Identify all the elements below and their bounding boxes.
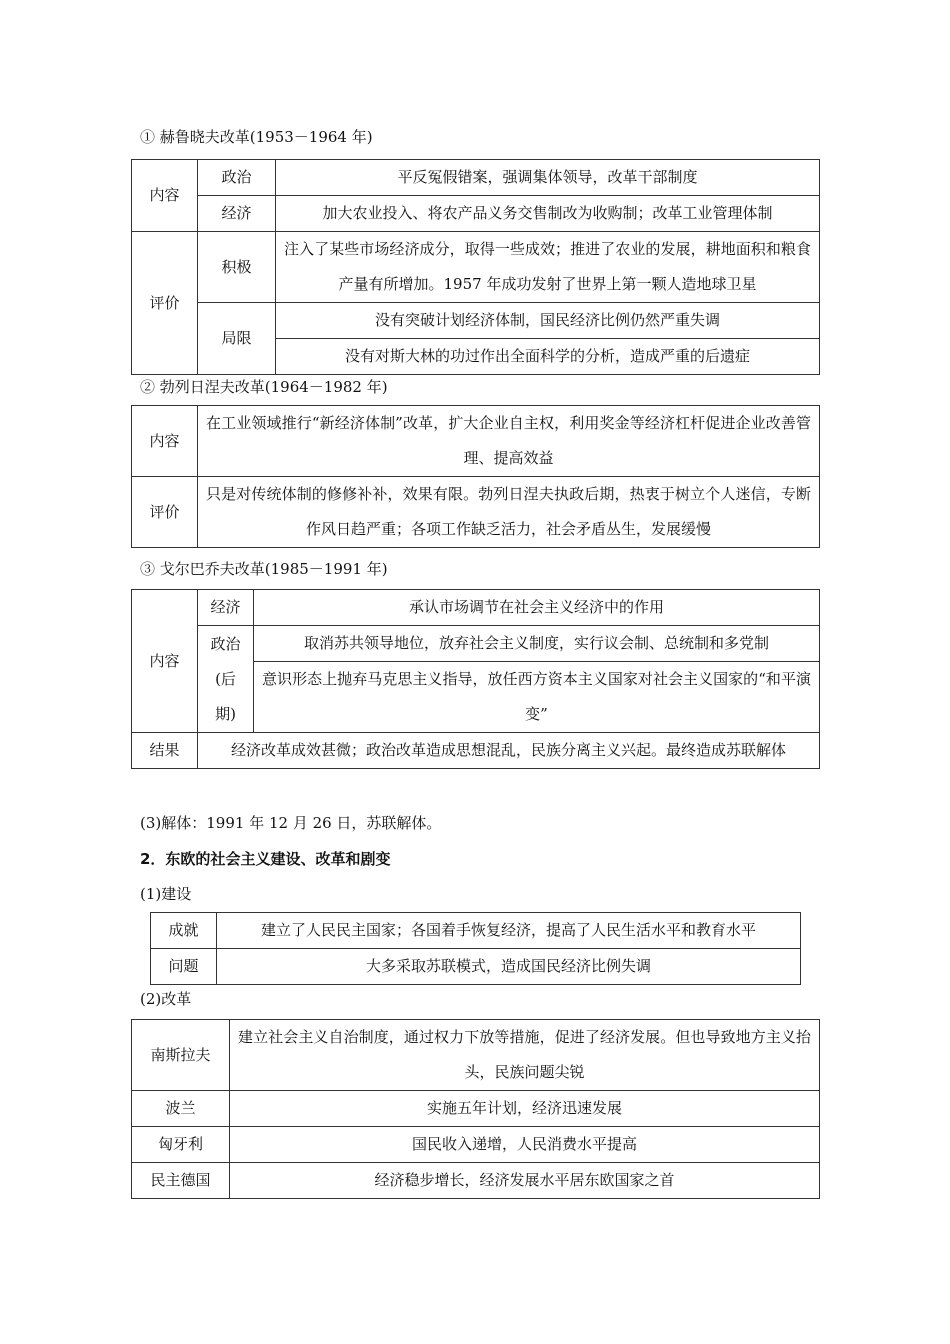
table-row [132,1091,820,1127]
problem-label: 问题 [151,949,217,985]
brezhnev-table [131,405,820,548]
reform-heading: (2)改革 [140,990,192,1008]
table-row [132,1020,820,1091]
reform-table [131,1019,820,1199]
khrushchev-heading: ① 赫鲁晓夫改革(1953－1964 年) [140,128,373,146]
economy-text: 加大农业投入、将农产品义务交售制改为收购制；改革工业管理体制 [276,196,820,232]
economy-label: 经济 [198,590,254,626]
country-label: 南斯拉夫 [132,1020,230,1091]
content-label: 内容 [132,406,198,477]
reform-text: 实施五年计划，经济迅速发展 [230,1091,820,1127]
eastern-europe-heading: 2．东欧的社会主义建设、改革和剧变 [140,850,391,868]
economy-text: 承认市场调节在社会主义经济中的作用 [254,590,820,626]
evaluation-label: 评价 [132,477,198,548]
khrushchev-table [131,159,820,375]
table-row [132,1127,820,1163]
content-label: 内容 [132,160,198,232]
positive-label: 积极 [198,232,276,303]
dissolution-text: (3)解体：1991 年 12 月 26 日，苏联解体。 [140,814,442,832]
construction-table [150,912,801,985]
limitation-label: 局限 [198,303,276,375]
country-label: 波兰 [132,1091,230,1127]
economy-label: 经济 [198,196,276,232]
politics-label: 政治(后期) [198,626,254,733]
politics-text-1: 取消苏共领导地位，放弃社会主义制度，实行议会制、总统制和多党制 [254,626,820,662]
politics-label: 政治 [198,160,276,196]
brezhnev-heading: ② 勃列日涅夫改革(1964－1982 年) [140,378,388,396]
content-text: 在工业领域推行“新经济体制”改革，扩大企业自主权，利用奖金等经济杠杆促进企业改善管理、提高效益 [198,406,820,477]
problem-text: 大多采取苏联模式，造成国民经济比例失调 [217,949,801,985]
limitation-text-2: 没有对斯大林的功过作出全面科学的分析，造成严重的后遗症 [276,339,820,375]
evaluation-text: 只是对传统体制的修修补补，效果有限。勃列日涅夫执政后期，热衷于树立个人迷信，专断作风日趋严重；各项工作缺乏活力，社会矛盾丛生，发展缓慢 [198,477,820,548]
politics-text: 平反冤假错案，强调集体领导，改革干部制度 [276,160,820,196]
country-label: 民主德国 [132,1163,230,1199]
achievement-text: 建立了人民民主国家；各国着手恢复经济，提高了人民生活水平和教育水平 [217,913,801,949]
achievement-label: 成就 [151,913,217,949]
result-label: 结果 [132,733,198,769]
content-label: 内容 [132,590,198,733]
positive-text: 注入了某些市场经济成分，取得一些成效；推进了农业的发展，耕地面积和粮食产量有所增加。1957 年成功发射了世界上第一颗人造地球卫星 [276,232,820,303]
politics-text-2: 意识形态上抛弃马克思主义指导，放任西方资本主义国家对社会主义国家的“和平演变” [254,662,820,733]
reform-text: 经济稳步增长，经济发展水平居东欧国家之首 [230,1163,820,1199]
reform-text: 建立社会主义自治制度，通过权力下放等措施，促进了经济发展。但也导致地方主义抬头，民族问题尖锐 [230,1020,820,1091]
country-label: 匈牙利 [132,1127,230,1163]
limitation-text-1: 没有突破计划经济体制，国民经济比例仍然严重失调 [276,303,820,339]
reform-text: 国民收入递增，人民消费水平提高 [230,1127,820,1163]
construction-heading: (1)建设 [140,885,192,903]
gorbachev-table [131,589,820,769]
evaluation-label: 评价 [132,232,198,375]
result-text: 经济改革成效甚微；政治改革造成思想混乱，民族分离主义兴起。最终造成苏联解体 [198,733,820,769]
table-row [132,1163,820,1199]
gorbachev-heading: ③ 戈尔巴乔夫改革(1985－1991 年) [140,560,388,578]
